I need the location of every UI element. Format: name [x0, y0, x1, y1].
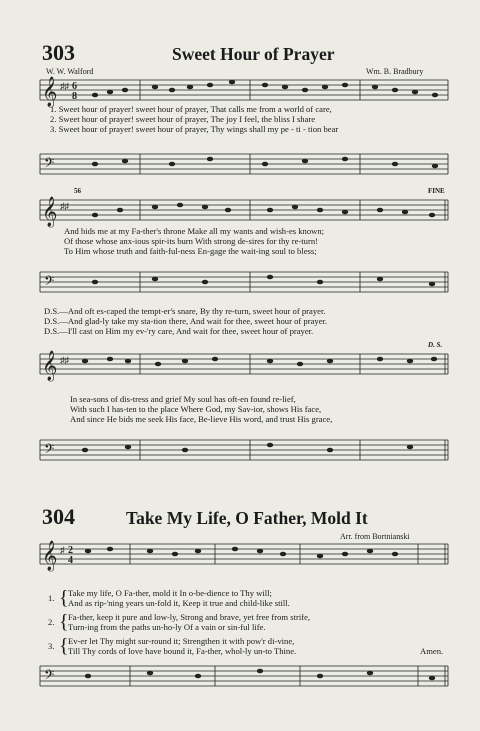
- svg-text:♯♯: ♯♯: [60, 81, 69, 91]
- brace: {: [59, 635, 69, 657]
- bass-staff-system-2: [0, 258, 480, 298]
- verse-line-2a: 2. Sweet hour of prayer! sweet hour of prayer, The joy I feel, the bliss I share: [50, 114, 316, 124]
- verse-line: Fa-ther, keep it pure and low-ly, Strong and brave, yet free from strife,: [68, 612, 311, 622]
- svg-text:♯♯: ♯♯: [60, 355, 69, 365]
- verse-line-1a: 1. Sweet hour of prayer! sweet hour of prayer, That calls me from a world of care,: [50, 104, 332, 114]
- svg-text:𝄢: 𝄢: [44, 667, 55, 686]
- verse-line-2b: Of those whose anx-ious spir-its burn With strong de-sires for thy re-turn!: [64, 236, 318, 246]
- verse-number: 3.: [48, 641, 55, 651]
- svg-text:♯♯: ♯♯: [60, 201, 69, 211]
- brace: {: [59, 611, 69, 633]
- verse-number: 1.: [48, 593, 55, 603]
- composer-credit: Wm. B. Bradbury: [366, 67, 424, 76]
- svg-text:♯: ♯: [60, 545, 65, 555]
- amen: Amen.: [420, 646, 444, 656]
- hymn-number: 304: [42, 504, 75, 529]
- fine-marker: FINE: [428, 187, 445, 195]
- hymn-title: Take My Life, O Father, Mold It: [126, 508, 368, 528]
- verse-line: Take my life, O Fa-ther, mold it In o-be-dience to Thy will;: [68, 588, 272, 598]
- ds-line-2: D.S.—And glad-ly take my sta-tion there, And wait for thee, sweet hour of prayer.: [44, 316, 328, 326]
- svg-text:𝄢: 𝄢: [44, 441, 55, 460]
- svg-text:4: 4: [68, 555, 73, 566]
- svg-text:𝄢: 𝄢: [44, 155, 55, 174]
- verse-line: And as rip-'ning years un-fold it, Keep it true and child-like still.: [68, 598, 290, 608]
- svg-text:6: 6: [72, 81, 77, 92]
- treble-staff-hymn-304: [0, 540, 480, 580]
- svg-text:𝄢: 𝄢: [44, 273, 55, 292]
- brace: {: [59, 587, 69, 609]
- svg-text:𝄞: 𝄞: [42, 351, 58, 381]
- svg-text:2: 2: [68, 545, 73, 556]
- ds-line-1: D.S.—And oft es-caped the tempt-er's snare, By thy re-turn, sweet hour of prayer.: [44, 306, 326, 316]
- svg-text:𝄞: 𝄞: [42, 197, 58, 227]
- svg-text:𝄞: 𝄞: [42, 77, 58, 107]
- arranger-credit: Arr. from Bortnianski: [340, 532, 410, 541]
- verse-line-1b: And bids me at my Fa-ther's throne Make all my wants and wish-es known;: [64, 226, 325, 236]
- hymn-number: 303: [42, 40, 75, 65]
- verse-line-1d: In sea-sons of dis-tress and grief My soul has oft-en found re-lief,: [70, 394, 296, 404]
- treble-staff-system-3: [0, 350, 480, 390]
- hymn-title: Sweet Hour of Prayer: [172, 44, 335, 64]
- svg-text:8: 8: [72, 91, 77, 102]
- svg-text:𝄞: 𝄞: [42, 541, 58, 571]
- verse-number: 2.: [48, 617, 55, 627]
- bass-staff-system-3: [0, 426, 480, 466]
- ds-line-3: D.S.—I'll cast on Him my ev-'ry care, And wait for thee, sweet hour of prayer.: [44, 326, 314, 336]
- verse-line: Till Thy cords of love have bound it, Fa-ther, whol-ly un-to Thine.: [68, 646, 297, 656]
- verse-line: Turn-ing from the paths un-ho-ly Of a vain or sin-ful life.: [68, 622, 266, 632]
- measure-number: 56: [74, 187, 81, 195]
- lyricist-credit: W. W. Walford: [46, 67, 94, 76]
- bass-staff-hymn-304: [0, 652, 480, 692]
- ds-marker: D. S.: [428, 341, 443, 349]
- bass-staff-system-1: [0, 140, 480, 180]
- verse-line-3a: 3. Sweet hour of prayer! sweet hour of prayer, Thy wings shall my pe - ti - tion bear: [50, 124, 339, 134]
- verse-line-3d: And since He bids me seek His face, Be-lieve His word, and trust His grace,: [70, 414, 333, 424]
- verse-line: Ev-er let Thy might sur-round it; Strengthen it with pow'r di-vine,: [68, 636, 295, 646]
- verse-line-2d: With such I has-ten to the place Where God, my Sav-ior, shows His face,: [70, 404, 322, 414]
- verse-line-3b: To Him whose truth and faith-ful-ness En-gage the wait-ing soul to bless;: [64, 246, 317, 256]
